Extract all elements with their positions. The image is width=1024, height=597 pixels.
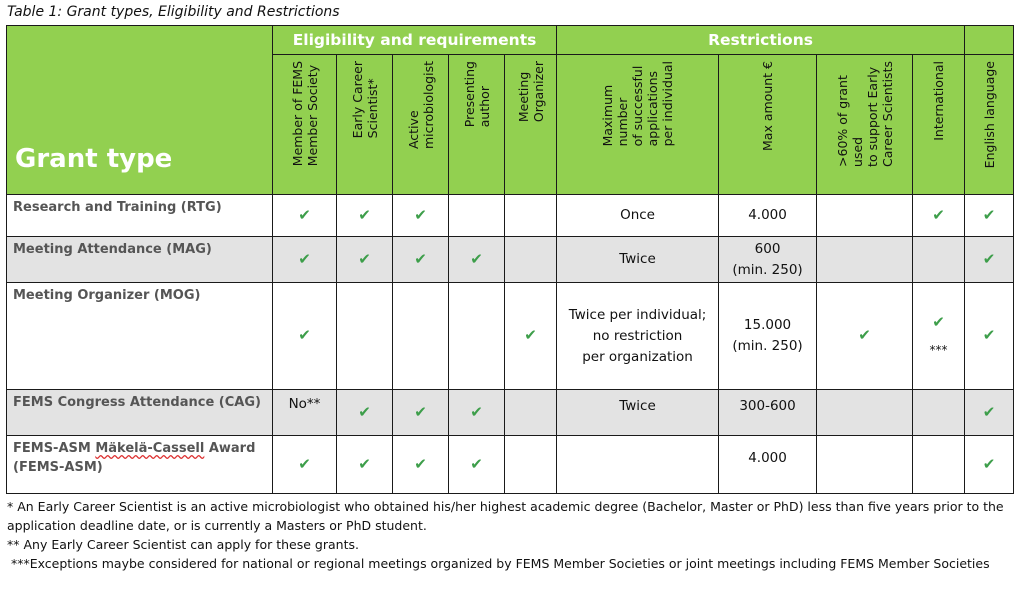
check-icon: ✔ (414, 249, 427, 268)
empty-cell (505, 390, 557, 436)
check-icon: ✔ (414, 402, 427, 421)
check-icon: ✔ (470, 454, 483, 473)
empty-cell (505, 195, 557, 237)
check-icon: ✔ (358, 454, 371, 473)
row-name: Research and Training (RTG) (7, 195, 273, 237)
max-amount-value: 600 (754, 240, 781, 257)
check-icon: ✔ (414, 205, 427, 224)
max-amount: 4.000 (719, 195, 817, 237)
row-name: Meeting Organizer (MOG) (7, 283, 273, 390)
max-applications: Once (557, 195, 719, 237)
check-icon: ✔ (932, 205, 945, 224)
eligibility-header: Eligibility and requirements (273, 26, 557, 55)
max-applications-line: Twice per individual; (568, 306, 707, 323)
international-cell (913, 283, 965, 390)
empty-cell (913, 390, 965, 436)
group-header-row (7, 26, 1014, 55)
check-icon: ✔ (470, 402, 483, 421)
check-icon: ✔ (358, 205, 371, 224)
footnote: * An Early Career Scientist is an active microbiologist who obtained his/her highest academic degree (Bachelor, Master or PhD) less than five years prior to the application deadline date, or is currently a Masters or PhD student. (7, 499, 1004, 533)
empty-cell (557, 436, 719, 494)
empty-cell (817, 237, 913, 283)
max-amount-value: 15.000 (743, 317, 792, 333)
row-name: FEMS Congress Attendance (CAG) (7, 390, 273, 436)
max-amount: 300-600 (719, 390, 817, 436)
check-icon: ✔ (858, 326, 871, 344)
empty-cell (817, 390, 913, 436)
table-row (7, 283, 1014, 390)
col-member: Member of FEMS Member Society (273, 55, 337, 195)
col-ecs-share: >60% of grant used to support Early Career Scientists (817, 55, 913, 195)
check-icon: ✔ (982, 454, 996, 473)
col-organizer: Meeting Organizer (505, 55, 557, 195)
table-row (7, 237, 1014, 283)
restrictions-header: Restrictions (557, 26, 965, 55)
max-amount (719, 283, 817, 390)
max-amount-min: (min. 250) (732, 261, 803, 278)
check-icon: ✔ (298, 326, 311, 344)
check-icon: ✔ (982, 402, 996, 421)
empty-cell (913, 237, 965, 283)
empty-cell (337, 283, 393, 390)
row-name: Meeting Attendance (MAG) (7, 237, 273, 283)
max-applications: Twice (557, 390, 719, 436)
empty-cell (449, 195, 505, 237)
col-max-amount: Max amount € (719, 55, 817, 195)
col-max-applications: Maximum number of successful applications per individual (557, 55, 719, 195)
max-amount (719, 237, 817, 283)
empty-cell (817, 436, 913, 494)
table-row (7, 195, 1014, 237)
max-amount-min: (min. 250) (732, 338, 803, 354)
check-icon: ✔ (298, 205, 311, 224)
check-icon: ✔ (358, 402, 371, 421)
footnote: ***Exceptions maybe considered for national or regional meetings organized by FEMS Member Societies or joint meetings including FEMS Member Societies (7, 556, 990, 571)
check-icon: ✔ (982, 249, 996, 268)
footnote: ** Any Early Career Scientist can apply for these grants. (7, 537, 359, 552)
col-english: English language (965, 55, 1014, 195)
check-icon: ✔ (298, 249, 311, 268)
member-no: No** (273, 390, 337, 436)
row-name: FEMS-ASM Mäkelä-Cassell Award (FEMS-ASM) (7, 436, 273, 494)
check-icon: ✔ (982, 326, 996, 344)
col-active: Active microbiologist (393, 55, 449, 195)
table-caption: Table 1: Grant types, Eligibility and Restrictions (7, 4, 340, 20)
table-row (7, 390, 1014, 436)
empty-cell (505, 237, 557, 283)
empty-cell (449, 283, 505, 390)
check-icon: ✔ (470, 249, 483, 268)
empty-cell (393, 283, 449, 390)
empty-cell (913, 436, 965, 494)
max-applications (557, 283, 719, 390)
col-presenting: Presenting author (449, 55, 505, 195)
footnotes (7, 497, 1012, 573)
max-applications-line: per organization (582, 348, 693, 365)
check-icon: ✔ (932, 312, 945, 331)
max-amount: 4.000 (719, 436, 817, 494)
table-row (7, 436, 1014, 494)
footnote-marker: *** (929, 342, 948, 357)
max-applications-line: no restriction (592, 327, 683, 344)
grant-table (6, 25, 1014, 494)
grant-type-header: Grant type (7, 26, 273, 195)
empty-cell (505, 436, 557, 494)
check-icon: ✔ (982, 205, 996, 224)
check-icon: ✔ (298, 454, 311, 473)
col-international: International (913, 55, 965, 195)
blank-header (965, 26, 1014, 55)
empty-cell (817, 195, 913, 237)
col-early-career: Early Career Scientist* (337, 55, 393, 195)
check-icon: ✔ (414, 454, 427, 473)
max-applications: Twice (557, 237, 719, 283)
check-icon: ✔ (358, 249, 371, 268)
check-icon: ✔ (524, 326, 537, 344)
